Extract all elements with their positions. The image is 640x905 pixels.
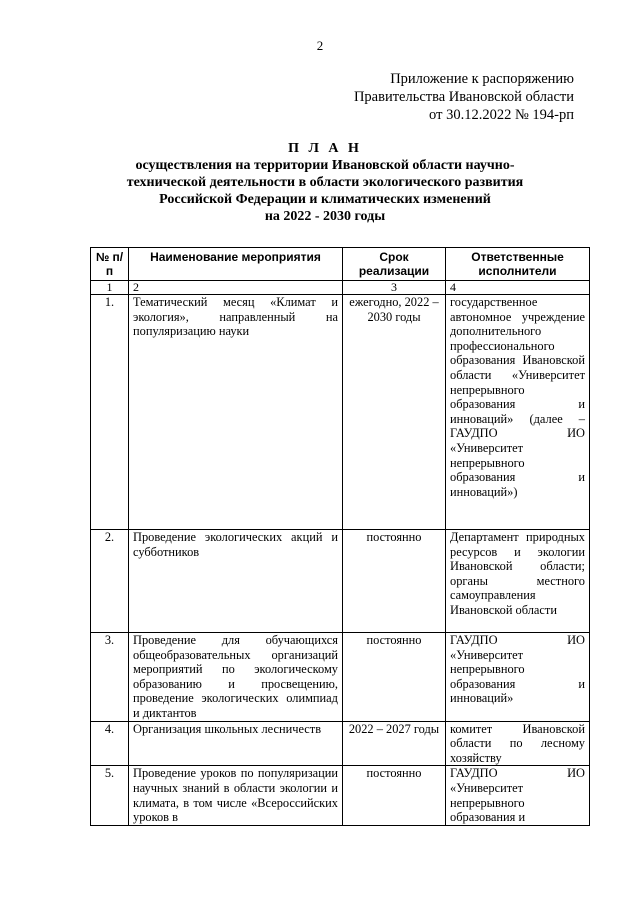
- document-title: [90, 140, 560, 225]
- row-number: 5.: [91, 766, 129, 825]
- appendix-note: [354, 70, 574, 124]
- title-line-4: на 2022 - 2030 годы: [264, 209, 386, 224]
- row-name: Проведение экологических акций и субботников: [129, 530, 343, 633]
- index-cell: 2: [129, 281, 343, 295]
- row-name: Проведение для обучающихся общеобразовательных организаций мероприятий по экологическому образованию и просвещению, проведение экологических олимпиад и диктантов: [129, 633, 343, 722]
- row-number: 3.: [91, 633, 129, 722]
- row-responsible: Департамент природных ресурсов и экологии Ивановской области; органы местного самоуправления Ивановской области: [446, 530, 590, 633]
- row-responsible: ГАУДПО ИО «Университет непрерывного образования и инноваций»: [446, 633, 590, 722]
- index-cell: 3: [343, 281, 446, 295]
- title-line-3: Российской Федерации и климатических изменений: [159, 192, 491, 207]
- appendix-line-1: Приложение к распоряжению: [390, 71, 574, 87]
- table-row: [91, 721, 590, 766]
- title-line-1: осуществления на территории Ивановской области научно-: [135, 158, 515, 173]
- row-name: Организация школьных лесничеств: [129, 721, 343, 766]
- header-number: № п/п: [91, 248, 129, 281]
- page-number: 2: [316, 38, 324, 53]
- row-number: 1.: [91, 295, 129, 530]
- row-term: постоянно: [343, 633, 446, 722]
- title-heading: П Л А Н: [288, 141, 362, 156]
- appendix-line-3: от 30.12.2022 № 194-рп: [429, 107, 574, 123]
- row-responsible: ГАУДПО ИО «Университет непрерывного образования и: [446, 766, 590, 825]
- table-index-row: [91, 281, 590, 295]
- table-row: [91, 633, 590, 722]
- row-name: Проведение уроков по популяризации научных знаний в области экологии и климата, в том числе «Всероссийских уроков в: [129, 766, 343, 825]
- index-cell: 1: [91, 281, 129, 295]
- table-row: [91, 295, 590, 530]
- row-term: ежегодно, 2022 – 2030 годы: [343, 295, 446, 530]
- row-term: 2022 – 2027 годы: [343, 721, 446, 766]
- title-line-2: технической деятельности в области экологического развития: [126, 175, 524, 190]
- plan-table: [90, 247, 590, 826]
- table-row: [91, 766, 590, 825]
- index-cell: 4: [446, 281, 590, 295]
- header-name: Наименование мероприятия: [129, 248, 343, 281]
- row-responsible: государственное автономное учреждение дополнительного профессионального образования Ивановской области «Университет непрерывного образования и инноваций» (далее – ГАУДПО ИО «Университет непрерывного образования и инноваций»): [446, 295, 590, 530]
- row-number: 2.: [91, 530, 129, 633]
- table-header-row: [91, 248, 590, 281]
- appendix-line-2: Правительства Ивановской области: [353, 89, 574, 105]
- header-term: Срок реализации: [343, 248, 446, 281]
- row-responsible: комитет Ивановской области по лесному хозяйству: [446, 721, 590, 766]
- row-term: постоянно: [343, 766, 446, 825]
- row-name: Тематический месяц «Климат и экология», направленный на популяризацию науки: [129, 295, 343, 530]
- table-row: [91, 530, 590, 633]
- row-number: 4.: [91, 721, 129, 766]
- row-term: постоянно: [343, 530, 446, 633]
- header-responsible: Ответственные исполнители: [446, 248, 590, 281]
